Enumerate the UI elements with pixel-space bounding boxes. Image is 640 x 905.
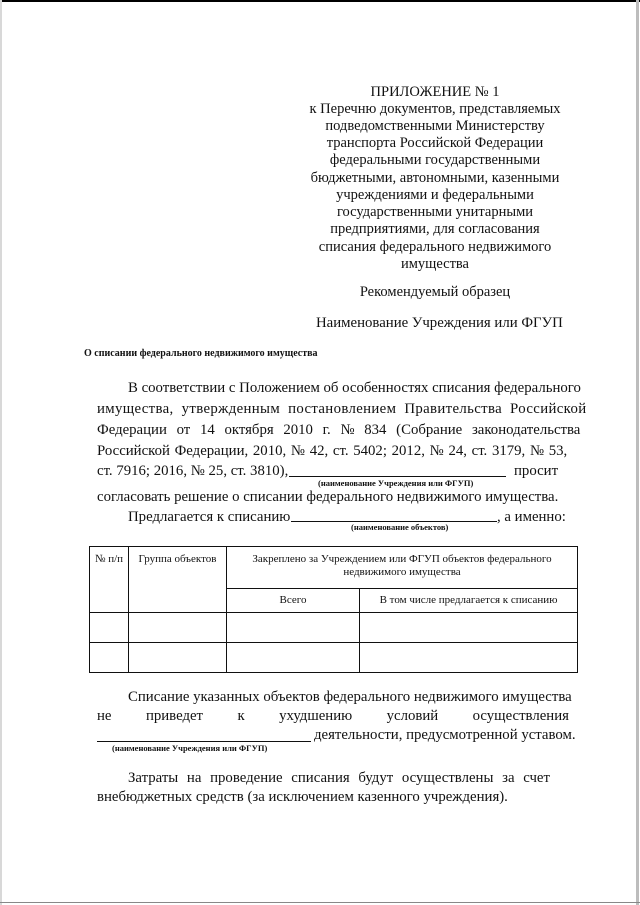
table-cell	[227, 613, 360, 643]
table-cell	[360, 643, 578, 673]
objects-table	[89, 546, 578, 673]
table-cell	[129, 643, 227, 673]
closing-line: деятельности, предусмотренной уставом.	[314, 727, 576, 743]
proposed-label: Предлагается к списанию	[128, 509, 291, 525]
paragraph-line	[97, 443, 573, 460]
table-cell	[360, 613, 578, 643]
sample-label: Рекомендуемый образец	[359, 284, 511, 300]
proposed-end: , а именно:	[497, 509, 566, 525]
objects-caption: (наименование объектов)	[351, 522, 449, 532]
closing-word: к	[237, 708, 245, 724]
header-line: бюджетными, автономными, казенными	[310, 170, 560, 186]
paragraph-line	[97, 401, 587, 418]
subject-line: О списании федерального недвижимого имущества	[84, 348, 318, 359]
header-line: федеральными государственными	[329, 152, 541, 168]
org-caption: (наименование Учреждения или ФГУП)	[318, 478, 474, 488]
header-num: № п/п	[90, 547, 129, 613]
page-top-edge	[0, 0, 640, 2]
appendix-title: ПРИЛОЖЕНИЕ № 1	[370, 84, 500, 100]
closing-word: не	[97, 708, 112, 724]
header-line: подведомственными Министерству	[325, 118, 545, 134]
paragraph-line	[97, 422, 581, 439]
table-row	[90, 643, 578, 673]
org-caption: (наименование Учреждения или ФГУП)	[112, 743, 268, 753]
costs-line-text: Затраты на проведение списания будут осуществлены за счет	[128, 770, 550, 786]
paragraph-line: В соответствии с Положением об особенностях списания федерального	[128, 380, 581, 396]
closing-line-justified	[97, 708, 569, 725]
closing-word: осуществления	[472, 708, 569, 724]
org-name-blank	[97, 741, 311, 742]
table-row	[90, 613, 578, 643]
paragraph-line: ст. 7916; 2016, № 25, ст. 3810),	[97, 463, 289, 479]
costs-line: внебюджетных средств (за исключением казенного учреждения).	[97, 789, 508, 805]
page-right-edge	[636, 0, 639, 905]
header-line: предприятиями, для согласования	[330, 221, 540, 237]
closing-word: ухудшению	[279, 708, 353, 724]
paragraph-line: согласовать решение о списании федерального недвижимого имущества.	[97, 489, 559, 505]
closing-line: Списание указанных объектов федерального недвижимого имущества	[128, 689, 572, 705]
table-cell	[227, 643, 360, 673]
page-bottom-edge	[0, 902, 640, 903]
header-line: государственными унитарными	[336, 204, 534, 220]
header-group: Группа объектов	[129, 547, 227, 613]
header-line: транспорта Российской Федерации	[326, 135, 544, 151]
header-assigned: Закреплено за Учреждением или ФГУП объектов федерального недвижимого имущества	[227, 547, 578, 589]
table-cell	[90, 613, 129, 643]
header-line: к Перечню документов, представляемых	[309, 101, 561, 117]
table-cell	[129, 613, 227, 643]
organization-name: Наименование Учреждения или ФГУП	[316, 315, 563, 331]
paragraph-line-text: имущества, утвержденным постановлением Правительства Российской	[97, 401, 587, 417]
header-including: В том числе предлагается к списанию	[360, 589, 578, 613]
org-name-blank	[289, 476, 506, 477]
paragraph-line-text: Российской Федерации, 2010, № 42, ст. 5402; 2012, № 24, ст. 3179, № 53,	[97, 443, 568, 459]
table-header-row	[90, 547, 578, 589]
header-line: списания федерального недвижимого	[318, 239, 552, 255]
costs-line	[128, 770, 569, 787]
paragraph-line-text: Федерации от 14 октября 2010 г. № 834 (Собрание законодательства	[97, 422, 581, 438]
table-cell	[90, 643, 129, 673]
header-total: Всего	[227, 589, 360, 613]
page-left-edge	[0, 0, 2, 905]
closing-word: условий	[386, 708, 439, 724]
header-line: имущества	[400, 256, 469, 272]
closing-word: приведет	[145, 708, 204, 724]
paragraph-line: просит	[514, 463, 559, 479]
header-line: учреждениями и федеральными	[336, 187, 534, 203]
